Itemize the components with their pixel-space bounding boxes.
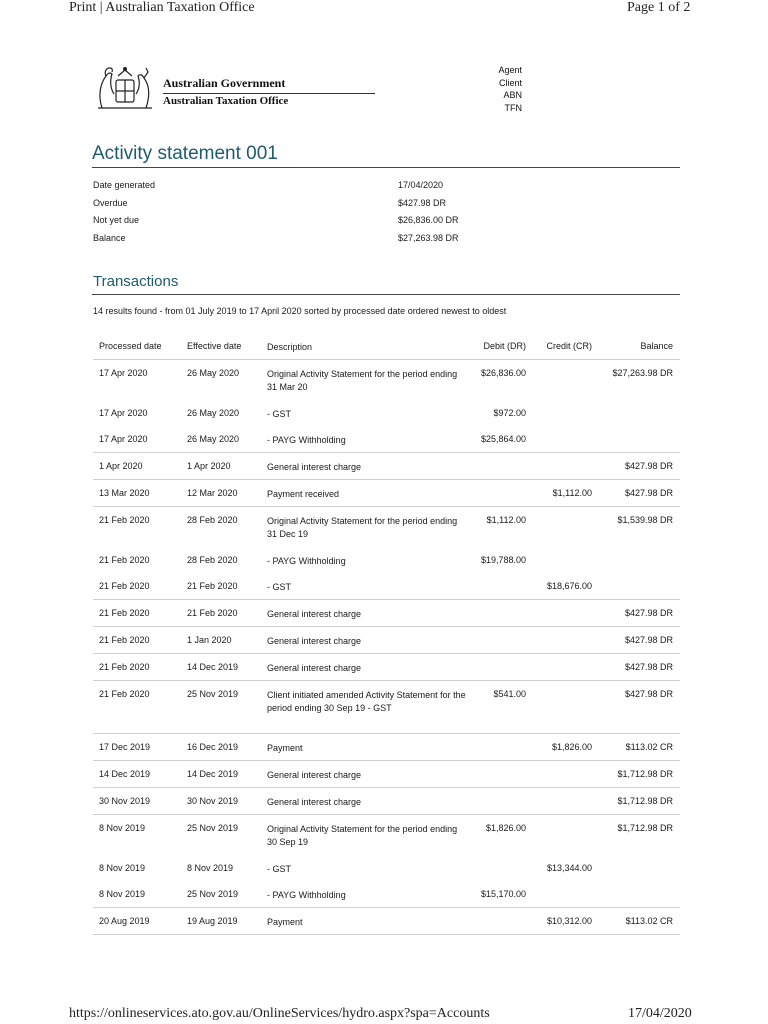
table-row	[93, 681, 680, 733]
cell-processed-date: 30 Nov 2019	[99, 796, 151, 806]
summary-label: Date generated	[93, 180, 156, 190]
summary-value: $26,836.00 DR	[398, 215, 459, 225]
cell-effective-date: 21 Feb 2020	[187, 581, 238, 591]
cell-description: - PAYG Withholding	[267, 435, 346, 445]
cell-effective-date: 12 Mar 2020	[187, 488, 238, 498]
cell-credit: $10,312.00	[546, 916, 592, 926]
logo-government-text: Australian Government	[163, 76, 286, 90]
table-row	[93, 400, 680, 426]
cell-debit: $15,170.00	[480, 889, 526, 899]
cell-balance: $113.02 CR	[625, 742, 673, 752]
transaction-group	[93, 453, 680, 480]
cell-credit: $13,344.00	[546, 863, 592, 873]
transactions-heading: Transactions	[93, 273, 179, 290]
cell-description: - GST	[267, 409, 291, 419]
meta-label-agent: Agent	[498, 65, 522, 75]
cell-processed-date: 8 Nov 2019	[99, 823, 146, 833]
cell-effective-date: 1 Apr 2020	[187, 461, 231, 471]
results-summary: 14 results found - from 01 July 2019 to 17 April 2020 sorted by processed date ordered newest to oldest	[93, 306, 507, 316]
cell-effective-date: 8 Nov 2019	[187, 863, 234, 873]
cell-description: Original Activity Statement for the period ending 31 Dec 19	[267, 516, 458, 539]
table-row	[93, 881, 680, 907]
cell-processed-date: 21 Feb 2020	[99, 608, 150, 618]
cell-effective-date: 21 Feb 2020	[187, 608, 238, 618]
cell-balance: $427.98 DR	[624, 662, 673, 672]
table-row	[93, 507, 680, 547]
meta-label-tfn: TFN	[504, 102, 522, 113]
table-body	[93, 360, 680, 935]
print-header	[0, 0, 768, 20]
header-credit[interactable]: Credit (CR)	[546, 341, 592, 351]
transactions-divider	[92, 294, 680, 295]
cell-description: General interest charge	[267, 663, 362, 673]
table-row	[93, 855, 680, 881]
cell-processed-date: 14 Dec 2019	[99, 769, 151, 779]
meta-label-client: Client	[498, 77, 522, 88]
cell-balance: $427.98 DR	[624, 488, 673, 498]
cell-description: General interest charge	[267, 609, 362, 619]
summary-label: Balance	[93, 232, 126, 243]
cell-effective-date: 1 Jan 2020	[187, 635, 232, 645]
table-row	[93, 360, 680, 400]
coat-of-arms-icon	[92, 64, 158, 112]
cell-description: Payment received	[267, 489, 340, 499]
page-title: Activity statement 001	[92, 143, 278, 164]
cell-debit: $25,864.00	[480, 434, 526, 444]
cell-balance: $427.98 DR	[624, 461, 673, 471]
cell-processed-date: 13 Mar 2020	[99, 488, 150, 498]
cell-processed-date: 17 Apr 2020	[99, 368, 148, 378]
table-row	[93, 627, 680, 653]
cell-description: Original Activity Statement for the period ending 31 Mar 20	[267, 369, 458, 392]
cell-effective-date: 25 Nov 2019	[187, 889, 239, 899]
cell-description: General interest charge	[267, 797, 362, 807]
cell-effective-date: 26 May 2020	[187, 434, 240, 444]
transaction-group	[93, 908, 680, 935]
table-row	[93, 453, 680, 479]
transaction-group	[93, 360, 680, 453]
cell-effective-date: 25 Nov 2019	[187, 689, 239, 699]
cell-description: General interest charge	[267, 462, 362, 472]
print-date: 17/04/2020	[628, 1006, 692, 1021]
header-effective-date[interactable]: Effective date	[187, 341, 242, 351]
cell-processed-date: 21 Feb 2020	[99, 581, 150, 591]
transaction-group	[93, 507, 680, 600]
cell-balance: $427.98 DR	[624, 689, 673, 699]
cell-processed-date: 20 Aug 2019	[99, 916, 150, 926]
cell-debit: $541.00	[493, 689, 526, 699]
cell-description: - PAYG Withholding	[267, 556, 346, 566]
transaction-group	[93, 815, 680, 908]
print-header-title: Print | Australian Taxation Office	[69, 0, 255, 15]
summary-value: 17/04/2020	[398, 180, 444, 190]
transaction-group	[93, 627, 680, 654]
cell-description: - GST	[267, 582, 291, 592]
cell-effective-date: 30 Nov 2019	[187, 796, 239, 806]
cell-processed-date: 17 Apr 2020	[99, 434, 148, 444]
title-divider	[92, 167, 680, 168]
table-header	[93, 336, 680, 360]
cell-credit: $1,826.00	[551, 742, 592, 752]
table-row	[93, 480, 680, 506]
cell-effective-date: 14 Dec 2019	[187, 769, 239, 779]
header-debit[interactable]: Debit (DR)	[483, 341, 526, 351]
cell-description: General interest charge	[267, 770, 362, 780]
table-row	[93, 547, 680, 573]
cell-effective-date: 16 Dec 2019	[187, 742, 239, 752]
cell-description: General interest charge	[267, 636, 362, 646]
table-row	[93, 573, 680, 599]
transaction-group	[93, 600, 680, 627]
summary-value: $27,263.98 DR	[398, 232, 459, 243]
cell-effective-date: 26 May 2020	[187, 408, 240, 418]
print-footer	[0, 1006, 768, 1024]
cell-effective-date: 25 Nov 2019	[187, 823, 239, 833]
transaction-group	[93, 654, 680, 681]
cell-description: Payment	[267, 917, 303, 927]
cell-description: - PAYG Withholding	[267, 890, 346, 900]
transaction-group	[93, 734, 680, 761]
cell-processed-date: 21 Feb 2020	[99, 635, 150, 645]
summary-label: Not yet due	[93, 215, 140, 225]
cell-processed-date: 8 Nov 2019	[99, 889, 146, 899]
cell-effective-date: 19 Aug 2019	[187, 916, 238, 926]
table-row	[93, 788, 680, 814]
ato-logo	[92, 64, 292, 112]
table-row	[93, 600, 680, 626]
cell-description: Payment	[267, 743, 303, 753]
transaction-group	[93, 681, 680, 734]
cell-balance: $1,539.98 DR	[617, 515, 673, 525]
cell-effective-date: 14 Dec 2019	[187, 662, 239, 672]
client-meta-labels	[470, 64, 522, 114]
cell-debit: $19,788.00	[480, 555, 526, 565]
cell-processed-date: 1 Apr 2020	[99, 461, 143, 471]
page-url: https://onlineservices.ato.gov.au/OnlineServices/hydro.aspx?spa=Accounts	[69, 1006, 490, 1021]
cell-debit: $972.00	[493, 408, 526, 418]
transactions-table	[93, 336, 680, 935]
cell-balance: $113.02 CR	[625, 916, 673, 926]
table-row	[93, 908, 680, 934]
cell-description: Original Activity Statement for the period ending 30 Sep 19	[267, 824, 458, 847]
cell-credit: $18,676.00	[546, 581, 592, 591]
cell-debit: $1,112.00	[486, 515, 526, 525]
cell-processed-date: 21 Feb 2020	[99, 662, 150, 672]
table-row	[93, 426, 680, 452]
cell-debit: $1,826.00	[485, 823, 526, 833]
cell-processed-date: 21 Feb 2020	[99, 515, 150, 525]
cell-processed-date: 17 Apr 2020	[99, 408, 148, 418]
table-row	[93, 734, 680, 760]
transaction-group	[93, 480, 680, 507]
table-row	[93, 761, 680, 787]
cell-balance: $427.98 DR	[624, 608, 673, 618]
cell-balance: $27,263.98 DR	[612, 368, 673, 378]
cell-processed-date: 17 Dec 2019	[99, 742, 151, 752]
cell-effective-date: 28 Feb 2020	[187, 555, 238, 565]
cell-effective-date: 26 May 2020	[187, 368, 240, 378]
cell-debit: $26,836.00	[480, 368, 526, 378]
transaction-group	[93, 761, 680, 788]
logo-ato-text: Australian Taxation Office	[163, 95, 289, 107]
cell-credit: $1,112.00	[552, 488, 592, 498]
page-number: Page 1 of 2	[627, 0, 691, 15]
cell-description: - GST	[267, 864, 291, 874]
cell-processed-date: 21 Feb 2020	[99, 555, 150, 565]
cell-balance: $1,712.98 DR	[617, 823, 673, 833]
cell-effective-date: 28 Feb 2020	[187, 515, 238, 525]
logo-divider	[163, 93, 375, 94]
cell-processed-date: 21 Feb 2020	[99, 689, 150, 699]
summary-value: $427.98 DR	[398, 197, 447, 208]
cell-balance: $1,712.98 DR	[617, 769, 673, 779]
table-row	[93, 815, 680, 855]
header-processed-date[interactable]: Processed date	[99, 341, 162, 351]
header-balance[interactable]: Balance	[640, 341, 673, 351]
cell-processed-date: 8 Nov 2019	[99, 863, 146, 873]
table-row	[93, 654, 680, 680]
header-description[interactable]: Description	[267, 342, 313, 352]
summary-label: Overdue	[93, 197, 128, 208]
transaction-group	[93, 788, 680, 815]
meta-label-abn: ABN	[503, 90, 522, 100]
cell-description: Client initiated amended Activity Statement for the period ending 30 Sep 19 - GST	[267, 690, 466, 713]
cell-balance: $1,712.98 DR	[617, 796, 673, 806]
cell-balance: $427.98 DR	[624, 635, 673, 645]
